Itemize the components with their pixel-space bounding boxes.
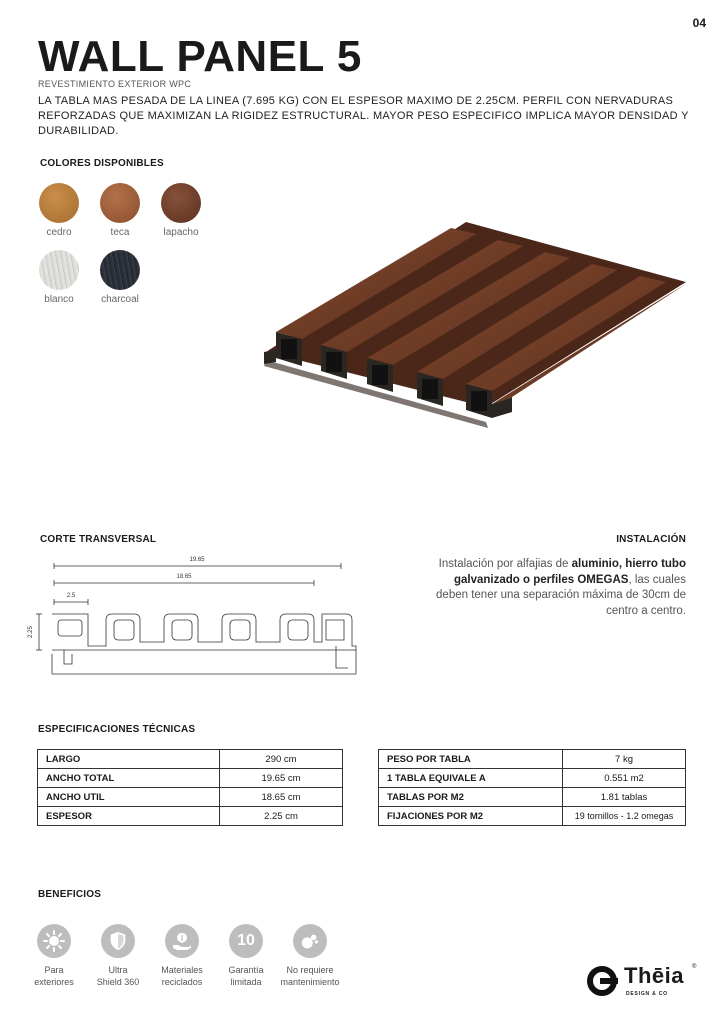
dim-util-label: 18.65	[176, 574, 192, 580]
spec-key: ANCHO UTIL	[38, 788, 220, 807]
sun-icon	[37, 924, 71, 958]
specs-heading: ESPECIFICACIONES TÉCNICAS	[38, 724, 196, 735]
table-row	[38, 769, 343, 788]
shield-icon	[101, 924, 135, 958]
spec-value: 18.65 cm	[220, 788, 343, 807]
swatch-label: blanco	[44, 294, 74, 305]
swatch-label: charcoal	[101, 294, 139, 305]
benefit-line1: Materiales	[161, 965, 203, 975]
table-row	[379, 807, 686, 826]
swatch-dot	[100, 183, 140, 223]
swatch-label: teca	[110, 227, 130, 238]
swatch-teca	[100, 183, 140, 238]
installation-text-bold: aluminio, hierro tubo galvanizado o perfiles OMEGAS	[454, 558, 686, 586]
swatch-charcoal	[100, 250, 140, 305]
specs-table-right	[378, 749, 686, 826]
swatch-dot	[39, 250, 79, 290]
installation-text	[426, 557, 686, 619]
colors-heading: COLORES DISPONIBLES	[40, 158, 164, 169]
benefit-line2: exteriores	[34, 977, 74, 987]
swatch-label: cedro	[46, 227, 72, 238]
installation-text-2: , las cuales deben tener una separación máxima de 30cm de centro a centro.	[436, 573, 686, 617]
spec-key: 1 TABLA EQUIVALE A	[379, 769, 563, 788]
table-row	[379, 750, 686, 769]
dim-thickness-label: 2.25	[28, 626, 34, 638]
warranty-icon-text: 10	[237, 932, 255, 949]
spec-value: 19 tornillos - 1.2 omegas	[563, 807, 686, 826]
benefit-line1: No requiere	[286, 965, 334, 975]
recycle-hand-icon	[165, 924, 199, 958]
page-subtitle: REVESTIMIENTO EXTERIOR WPC	[38, 79, 192, 89]
benefit-ultra-shield	[83, 924, 153, 988]
page-number: 04	[692, 16, 706, 30]
spec-value: 2.25 cm	[220, 807, 343, 826]
benefit-line2: limitada	[230, 977, 262, 987]
spec-key: ESPESOR	[38, 807, 220, 826]
spec-value: 290 cm	[220, 750, 343, 769]
swatch-label: lapacho	[163, 227, 199, 238]
cross-section-diagram	[26, 550, 366, 680]
brand-registered-mark: ®	[692, 964, 697, 970]
spec-key: LARGO	[38, 750, 220, 769]
warranty-10-icon	[229, 924, 263, 958]
no-maintenance-icon	[293, 924, 327, 958]
brand-logo	[586, 962, 706, 1002]
benefit-line1: Para	[44, 965, 64, 975]
swatch-dot	[100, 250, 140, 290]
spec-key: FIJACIONES POR M2	[379, 807, 563, 826]
spec-key: ANCHO TOTAL	[38, 769, 220, 788]
benefit-line1: Garantía	[228, 965, 264, 975]
benefits-heading: BENEFICIOS	[38, 889, 102, 900]
brand-name: Thēia	[624, 963, 684, 988]
specs-table-left	[37, 749, 343, 826]
spec-value: 19.65 cm	[220, 769, 343, 788]
benefit-no-maintenance	[275, 924, 345, 988]
benefit-line2: Shield 360	[96, 977, 140, 987]
table-row	[379, 788, 686, 807]
benefit-recycled	[147, 924, 217, 988]
table-row	[379, 769, 686, 788]
table-row	[38, 750, 343, 769]
swatch-cedro	[39, 183, 79, 238]
spec-value: 7 kg	[563, 750, 686, 769]
dim-rib-label: 2.5	[66, 593, 76, 599]
benefit-warranty	[211, 924, 281, 988]
benefit-line2: mantenimiento	[280, 977, 340, 987]
swatch-dot	[39, 183, 79, 223]
page-title: WALL PANEL 5	[38, 32, 362, 81]
table-row	[38, 788, 343, 807]
spec-key: TABLAS POR M2	[379, 788, 563, 807]
benefit-exteriors	[19, 924, 89, 988]
swatch-dot	[161, 183, 201, 223]
cross-section-heading: CORTE TRANSVERSAL	[40, 534, 157, 545]
swatch-blanco	[39, 250, 79, 305]
spec-value: 1.81 tablas	[563, 788, 686, 807]
brand-subtitle: DESIGN & CO	[626, 991, 668, 997]
benefit-line2: reciclados	[161, 977, 203, 987]
swatch-lapacho	[161, 183, 201, 238]
dim-total-label: 19.65	[189, 557, 205, 563]
table-row	[38, 807, 343, 826]
benefit-line1: Ultra	[108, 965, 128, 975]
wall-panel-product-image	[236, 192, 720, 447]
installation-heading: INSTALACIÓN	[616, 534, 686, 545]
spec-value: 0.551 m2	[563, 769, 686, 788]
brand-mark-icon	[586, 965, 618, 997]
installation-text-1: Instalación por alfajias de	[438, 558, 572, 570]
spec-key: PESO POR TABLA	[379, 750, 563, 769]
product-description: LA TABLA MAS PESADA DE LA LINEA (7.695 KG) CON EL ESPESOR MAXIMO DE 2.25CM. PERFIL CON NERVADURAS REFORZADAS QUE MAXIMIZAN LA RIGIDEZ ESTRUCTURAL. MAYOR PESO ESPECIFICO IMPLICA MAYOR DENSIDAD Y DURABILIDAD.	[38, 95, 689, 137]
